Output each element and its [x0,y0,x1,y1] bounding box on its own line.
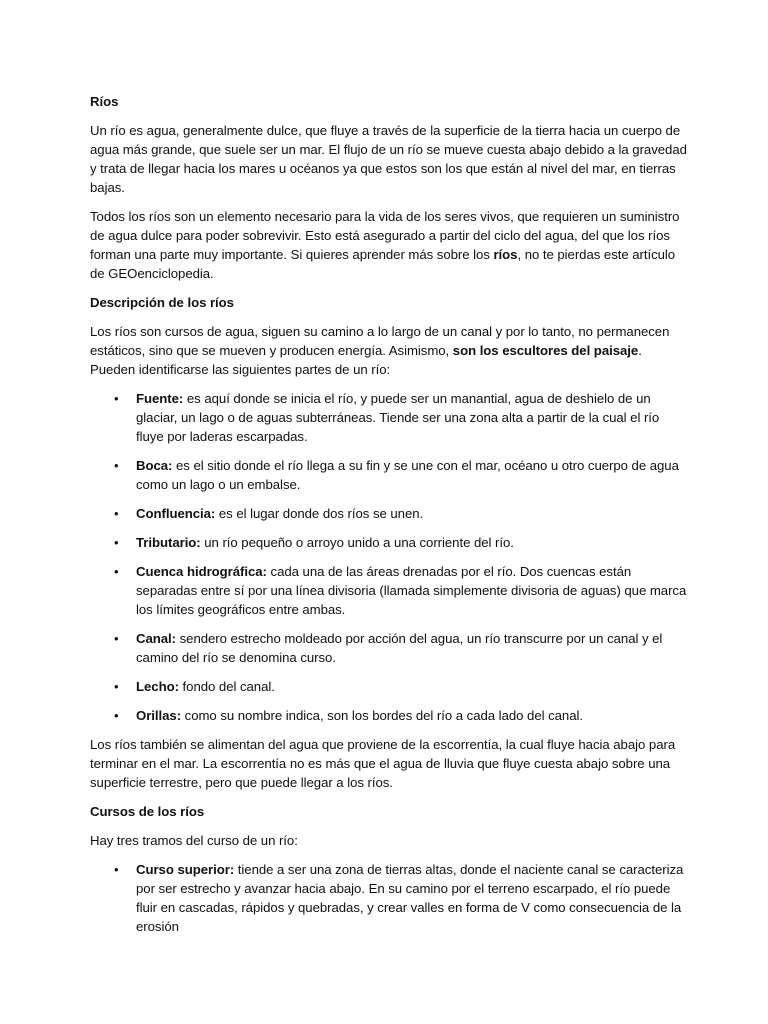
river-parts-list [90,389,688,725]
list-item-text: un río pequeño o arroyo unido a una corriente del río. [200,535,514,550]
list-item [90,860,688,936]
paragraph-text: , no te pierdas este artículo de GEOenciclopedia. [90,247,676,281]
paragraph-text: . Pueden identificarse las siguientes partes de un río: [90,343,642,377]
bullet-icon: • [114,631,119,646]
list-item-term: Confluencia: [136,506,216,521]
list-item-term: Cuenca hidrográfica: [136,564,267,579]
document-title: Ríos [90,94,119,109]
list-item-term: Fuente: [136,391,184,406]
intro-paragraph: Un río es agua, generalmente dulce, que fluye a través de la superficie de la tierra hacia un cuerpo de agua más grande, que suele ser un mar. El flujo de un río se mueve cuesta abajo debido a la gravedad y trata de llegar hacia los mares u océanos ya que estos son los que están al nivel del mar, en tierras bajas. [90,123,687,195]
list-item-text: fondo del canal. [178,679,275,694]
list-item-text: sendero estrecho moldeado por acción del agua, un río transcurre por un canal y el camino del río se denomina curso. [136,631,663,665]
bullet-icon: • [114,506,119,521]
list-item-text: es el lugar donde dos ríos se unen. [215,506,424,521]
list-item [90,504,688,523]
list-item [90,389,688,446]
list-item [90,562,688,619]
bullet-icon: • [114,535,119,550]
list-item-term: Curso superior: [136,862,235,877]
paragraph-text: Los ríos son cursos de agua, siguen su camino a lo largo de un canal y por lo tanto, no permanecen estáticos, sino que se mueven y producen energía. Asimismo, [90,324,670,358]
list-item-term: Boca: [136,458,173,473]
river-courses-list [90,860,688,936]
bullet-icon: • [114,458,119,473]
list-item [90,533,688,552]
bullet-icon: • [114,391,119,406]
bullet-icon: • [114,679,119,694]
list-item [90,677,688,696]
paragraph-runoff: Los ríos también se alimentan del agua que proviene de la escorrentía, la cual fluye hacia abajo para terminar en el mar. La escorrentía no es más que el agua de lluvia que fluye cuesta abajo sobre una superficie terrestre, pero que puede llegar a los ríos. [90,737,676,790]
paragraph-text: Todos los ríos son un elemento necesario para la vida de los seres vivos, que requieren un suministro de agua dulce para poder sobrevivir. Esto está asegurado a partir del ciclo del agua, del que los ríos forman una parte muy importante. Si quieres aprender más sobre los [90,209,680,262]
list-item-term: Canal: [136,631,177,646]
paragraph-courses-intro: Hay tres tramos del curso de un río: [90,833,298,848]
bullet-icon: • [114,862,119,877]
section-heading-description: Descripción de los ríos [90,295,234,310]
list-item [90,706,688,725]
paragraph-bold-text: son los escultores del paisaje [452,343,639,358]
list-item-text: cada una de las áreas drenadas por el río. Dos cuencas están separadas entre sí por una línea divisoria (llamada simplemente divisoria de aguas) que marca los límites geográficos entre ambas. [136,564,687,617]
bullet-icon: • [114,564,119,579]
list-item-term: Lecho: [136,679,179,694]
section-heading-courses: Cursos de los ríos [90,804,205,819]
list-item-text: es aquí donde se inicia el río, y puede ser un manantial, agua de deshielo de un glaciar, un lago o de aguas subterráneas. Tiende ser una zona alta a partir de la cual el río fluye por laderas escarpadas. [136,391,660,444]
list-item-term: Orillas: [136,708,182,723]
bullet-icon: • [114,708,119,723]
paragraph-bold-text: ríos [493,247,518,262]
list-item-term: Tributario: [136,535,201,550]
list-item-text: como su nombre indica, son los bordes del río a cada lado del canal. [181,708,583,723]
paragraph-river-parts-intro [90,322,688,379]
list-item [90,629,688,667]
list-item-text: es el sitio donde el río llega a su fin y se une con el mar, océano u otro cuerpo de agua como un lago o un embalse. [136,458,679,492]
list-item-text: tiende a ser una zona de tierras altas, donde el naciente canal se caracteriza por ser estrecho y avanzar hacia abajo. En su camino por el terreno escarpado, el río puede fluir en cascadas, rápidos y quebradas, y crear valles en forma de V como consecuencia de la erosión [136,862,684,934]
paragraph-water-cycle [90,207,688,283]
list-item [90,456,688,494]
